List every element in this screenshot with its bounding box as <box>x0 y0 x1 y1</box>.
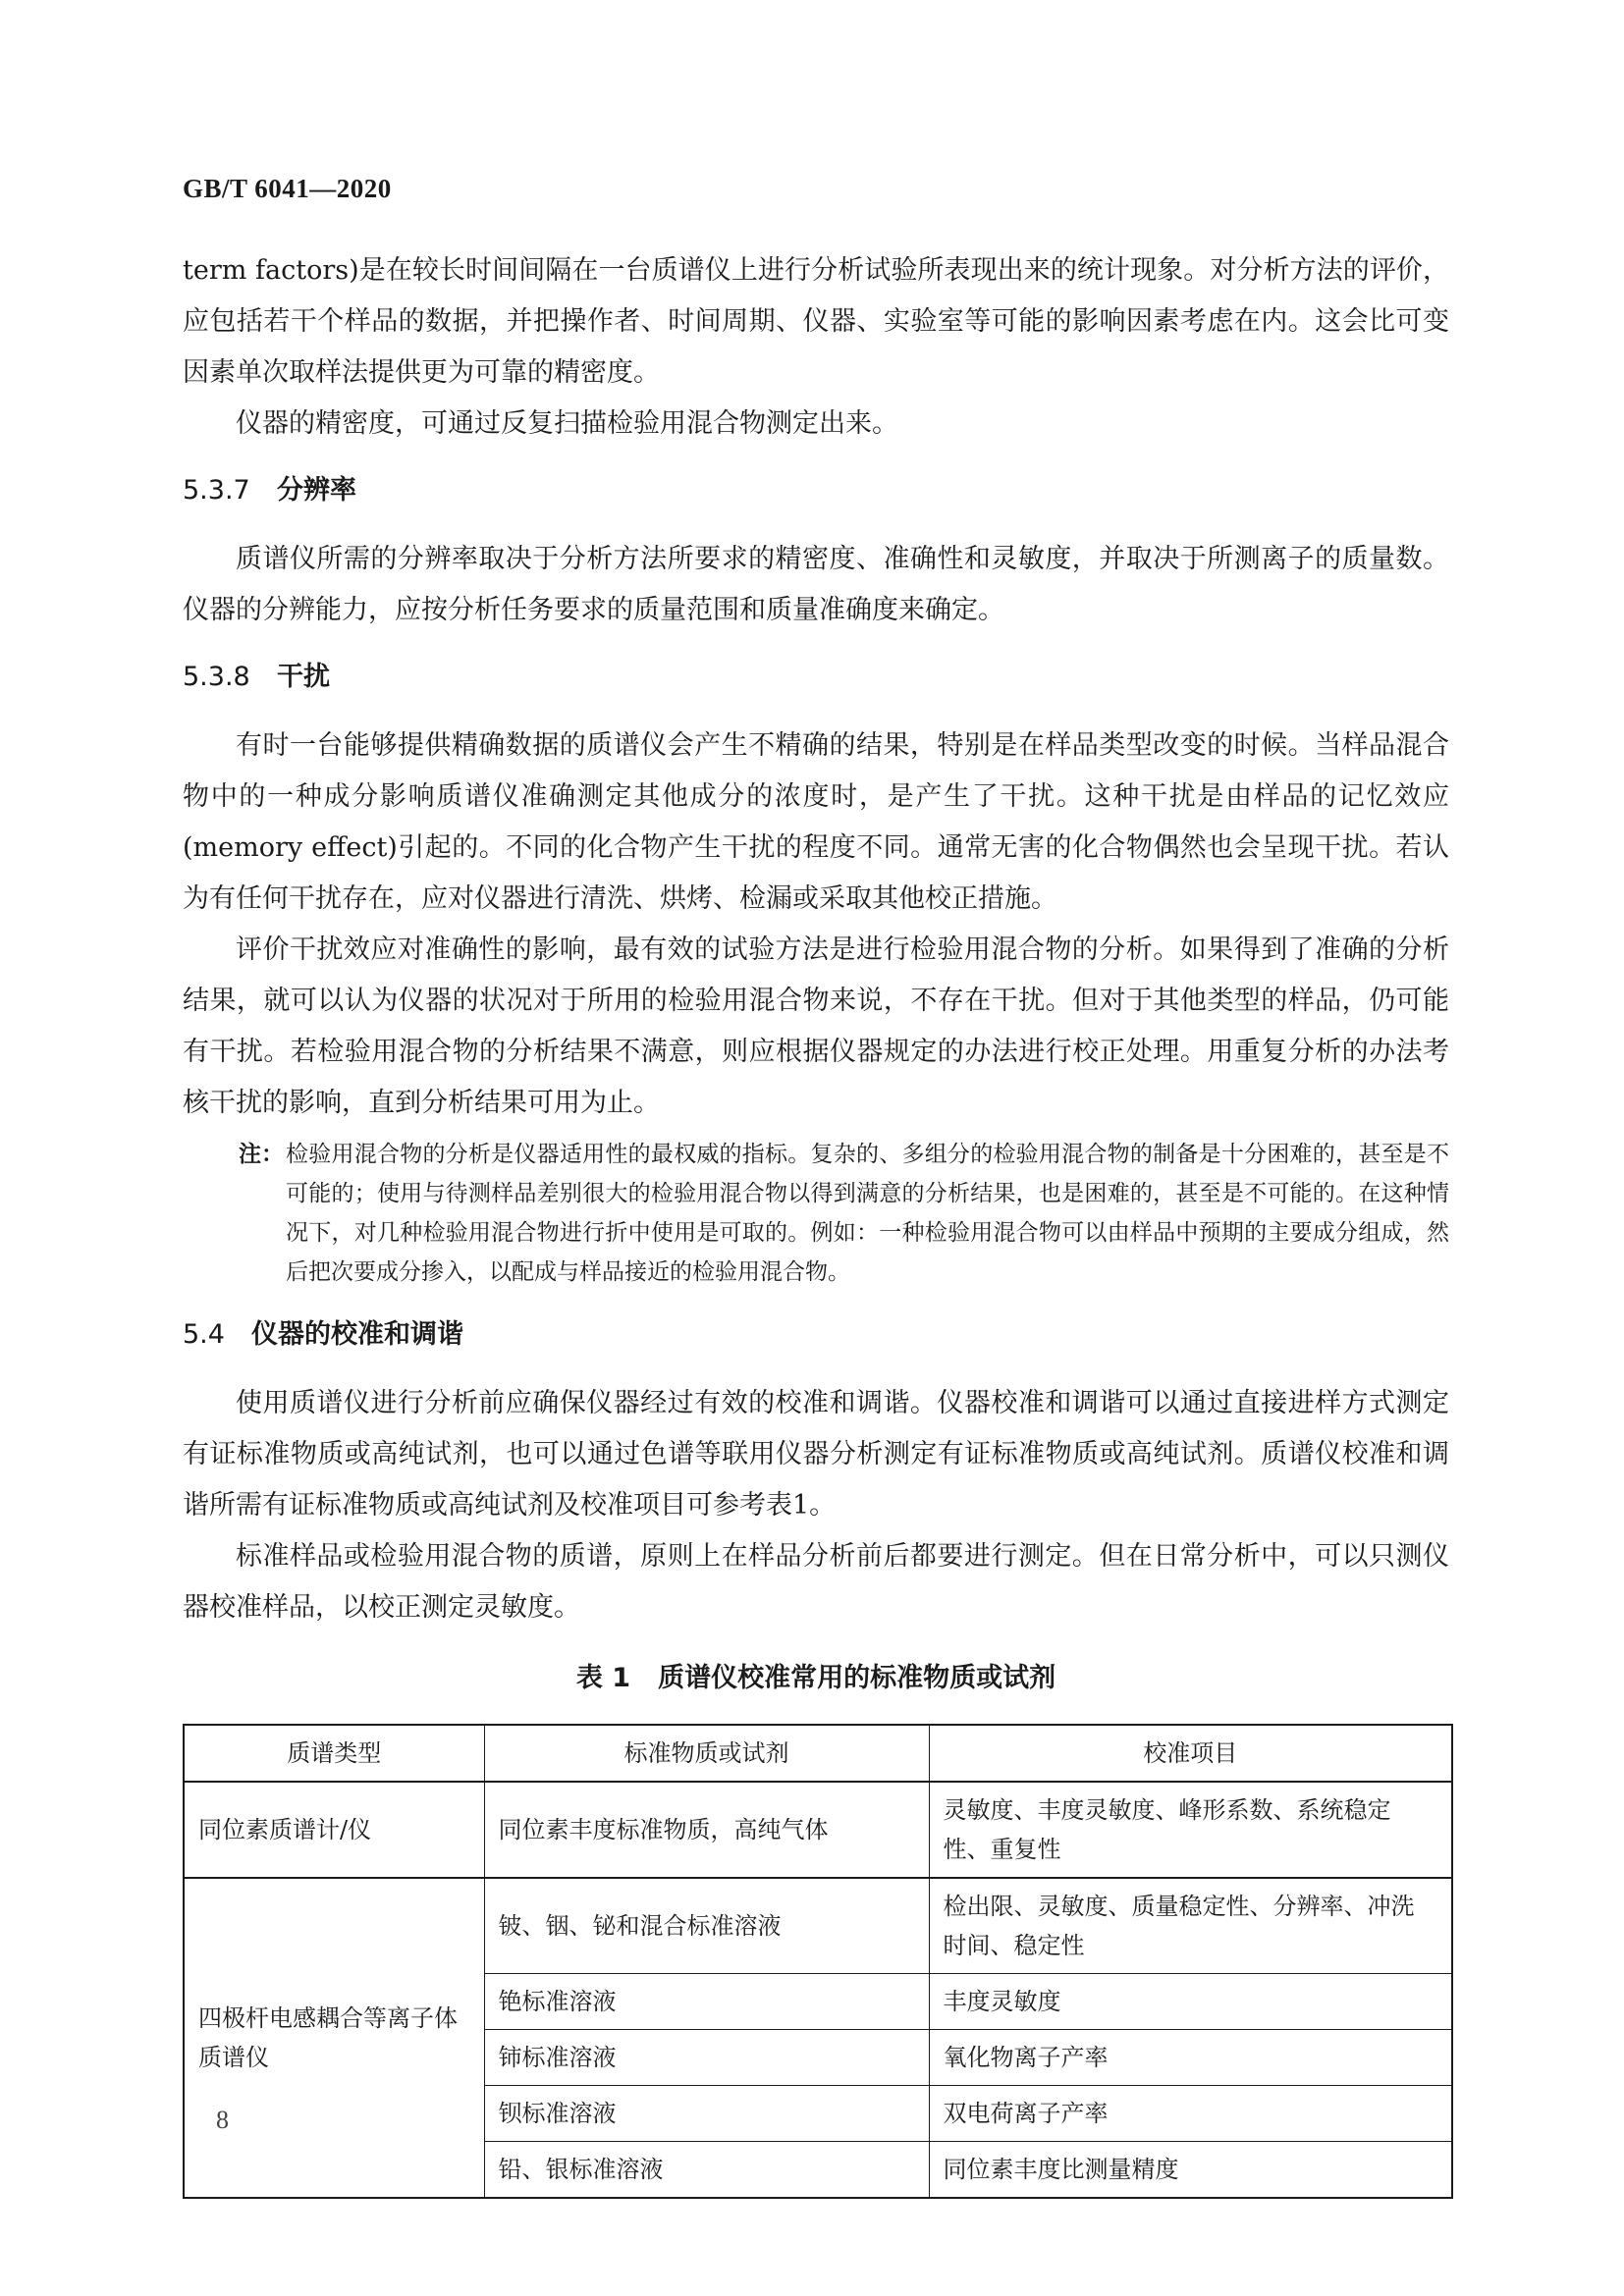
section-title: 干扰 <box>277 662 330 692</box>
section-number: 5.3.7 <box>183 475 250 506</box>
table-cell-material: 钡标准溶液 <box>484 2086 929 2142</box>
note-text: 检验用混合物的分析是仪器适用性的最权威的指标。复杂的、多组分的检验用混合物的制备是十分困难的，甚至是不可能的；使用与待测样品差别很大的检验用混合物以得到满意的分析结果，也是困难的，甚至是不可能的。在这种情况下，对几种检验用混合物进行折中使用是可取的。例如：一种检验用混合物可以由样品中预期的主要成分组成，然后把次要成分掺入，以配成与样品接近的检验用混合物。 <box>286 1142 1449 1285</box>
paragraph: 标准样品或检验用混合物的质谱，原则上在样品分析前后都要进行测定。但在日常分析中，可以只测仪器校准样品，以校正测定灵敏度。 <box>183 1541 1449 1623</box>
table-cell-material: 铈标准溶液 <box>484 2030 929 2086</box>
paragraph: 仪器的精密度，可通过反复扫描检验用混合物测定出来。 <box>236 408 898 439</box>
standard-code: GB/T 6041—2020 <box>183 174 392 203</box>
section-title: 仪器的校准和调谐 <box>251 1319 463 1350</box>
column-header: 校准项目 <box>929 1725 1452 1782</box>
table-cell-material: 铅、银标准溶液 <box>484 2142 929 2199</box>
column-header: 质谱类型 <box>184 1725 484 1782</box>
column-header: 标准物质或试剂 <box>484 1725 929 1782</box>
section-heading-resolution <box>183 467 1449 514</box>
table-cell-type: 四极杆电感耦合等离子体质谱仪 <box>184 1878 484 2198</box>
table-cell-material: 铯标准溶液 <box>484 1974 929 2030</box>
note <box>183 1135 1449 1292</box>
table-row <box>184 1782 1452 1878</box>
section-number: 5.4 <box>183 1319 225 1350</box>
section-heading-interference <box>183 654 1449 701</box>
paragraph: 有时一台能够提供精确数据的质谱仪会产生不精确的结果，特别是在样品类型改变的时候。当样品混合物中的一种成分影响质谱仪准确测定其他成分的浓度时，是产生了干扰。这种干扰是由样品的记忆效应(memory effect)引起的。不同的化合物产生干扰的程度不同。通常无害的化合物偶然也会呈现干扰。若认为有任何干扰存在，应对仪器进行清洗、烘烤、检漏或采取其他校正措施。 <box>183 730 1449 914</box>
section-title: 分辨率 <box>277 475 356 506</box>
table-cell-items: 同位素丰度比测量精度 <box>929 2142 1452 2199</box>
table-number: 表 1 <box>575 1663 631 1693</box>
paragraph: 使用质谱仪进行分析前应确保仪器经过有效的校准和调谐。仪器校准和调谐可以通过直接进样方式测定有证标准物质或高纯试剂，也可以通过色谱等联用仪器分析测定有证标准物质或高纯试剂。质谱仪校准和调谐所需有证标准物质或高纯试剂及校准项目可参考表1。 <box>183 1388 1449 1521</box>
table-cell-material: 同位素丰度标准物质，高纯气体 <box>484 1782 929 1878</box>
table-cell-items: 双电荷离子产率 <box>929 2086 1452 2142</box>
paragraph: term factors)是在较长时间间隔在一台质谱仪上进行分析试验所表现出来的统计现象。对分析方法的评价，应包括若干个样品的数据，并把操作者、时间周期、仪器、实验室等可能的影响因素考虑在内。这会比可变因素单次取样法提供更为可靠的精密度。 <box>183 255 1449 388</box>
paragraph: 评价干扰效应对准确性的影响，最有效的试验方法是进行检验用混合物的分析。如果得到了准确的分析结果，就可以认为仪器的状况对于所用的检验用混合物来说，不存在干扰。但对于其他类型的样品，仍可能有干扰。若检验用混合物的分析结果不满意，则应根据仪器规定的办法进行校正处理。用重复分析的办法考核干扰的影响，直到分析结果可用为止。 <box>183 934 1449 1118</box>
table-cell-items: 丰度灵敏度 <box>929 1974 1452 2030</box>
document-body <box>183 245 1449 2199</box>
table-row <box>184 1878 1452 1974</box>
table-cell-material: 铍、铟、铋和混合标准溶液 <box>484 1878 929 1974</box>
table-cell-items: 检出限、灵敏度、质量稳定性、分辨率、冲洗时间、稳定性 <box>929 1878 1452 1974</box>
paragraph: 质谱仪所需的分辨率取决于分析方法所要求的精密度、准确性和灵敏度，并取决于所测离子的质量数。仪器的分辨能力，应按分析任务要求的质量范围和质量准确度来确定。 <box>183 544 1449 625</box>
page-number: 8 <box>216 2106 229 2134</box>
table-header-row <box>184 1725 1452 1782</box>
section-number: 5.3.8 <box>183 662 250 692</box>
table-title: 质谱仪校准常用的标准物质或试剂 <box>658 1663 1056 1693</box>
table-cell-items: 氧化物离子产率 <box>929 2030 1452 2086</box>
table-cell-items: 灵敏度、丰度灵敏度、峰形系数、系统稳定性、重复性 <box>929 1782 1452 1878</box>
note-label: 注： <box>239 1142 284 1167</box>
table-caption <box>183 1659 1449 1698</box>
section-heading-calibration <box>183 1311 1449 1359</box>
calibration-table <box>183 1724 1453 2199</box>
table-cell-type: 同位素质谱计/仪 <box>184 1782 484 1878</box>
